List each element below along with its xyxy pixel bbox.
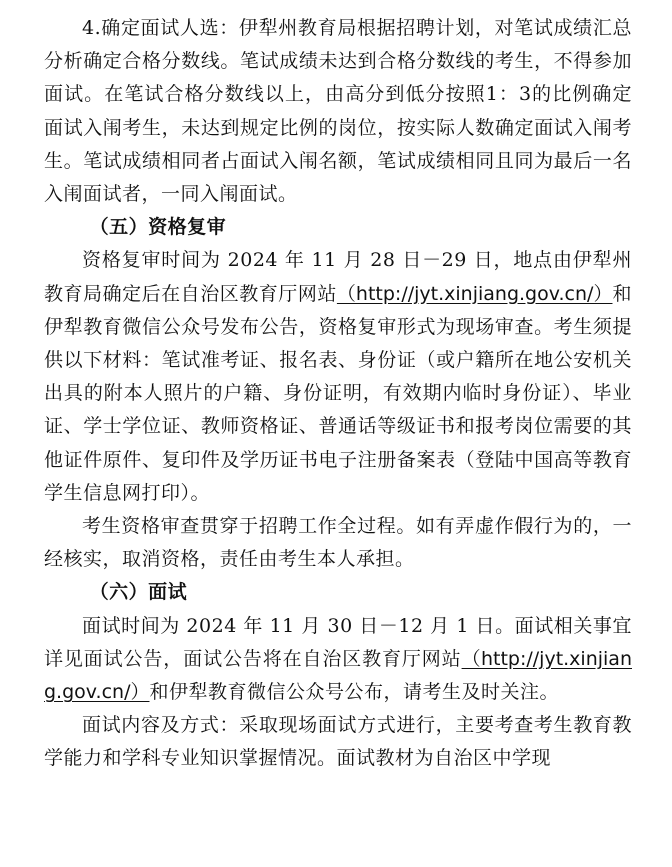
paragraph-interview-content (44, 709, 632, 775)
paragraph-qualification-review (44, 244, 632, 510)
education-dept-website-link[interactable]: （http://jyt.xinjiang.gov.cn/） (336, 282, 613, 305)
education-dept-website-link[interactable]: （http://jyt.xinjiang.gov.cn/） (44, 647, 632, 704)
paragraph-text: 资格复审时间为 2024 年 11 月 28 日－29 日，地点由伊犁州教育局确定后在自治区教育厅网站 (44, 249, 632, 305)
paragraph-text: 面试内容及方式：采取现场面试方式进行，主要考查考生教育教学能力和学科专业知识掌握情况。面试教材为自治区中学现 (44, 714, 632, 770)
paragraph-text: 面试时间为 2024 年 11 月 30 日－12 月 1 日。面试相关事宜详见面试公告，面试公告将在自治区教育厅网站 (44, 614, 632, 670)
paragraph-text: 考生资格审查贯穿于招聘工作全过程。如有弄虚作假行为的，一经核实，取消资格，责任由考生本人承担。 (44, 515, 632, 571)
section-heading-interview: （六）面试 (89, 581, 188, 604)
paragraph-fraud-warning (44, 510, 632, 576)
section-heading-qualification-review: （五）资格复审 (89, 216, 227, 239)
paragraph-interview-time (44, 610, 632, 710)
paragraph-text: 和伊犁教育微信公众号公布，请考生及时关注。 (149, 681, 559, 704)
paragraph-interview-selection (44, 12, 632, 211)
paragraph-text: 4.确定面试人选：伊犁州教育局根据招聘计划，对笔试成绩汇总分析确定合格分数线。笔试成绩未达到合格分数线的考生，不得参加面试。在笔试合格分数线以上，由高分到低分按照1：3的比例确定面试入闱考生，未达到规定比例的岗位，按实际人数确定面试入闱考生。笔试成绩相同者占面试入闱名额，笔试成绩相同且同为最后一名入闱面试者，一同入闱面试。 (44, 17, 632, 206)
paragraph-text: 和伊犁教育微信公众号发布公告，资格复审形式为现场审查。考生须提供以下材料：笔试准考证、报名表、身份证（或户籍所在地公安机关出具的附本人照片的户籍、身份证明，有效期内临时身份证）、毕业证、学士学位证、教师资格证、普通话等级证书和报考岗位需要的其他证件原件、复印件及学历证书电子注册备案表（登陆中国高等教育学生信息网打印）。 (44, 282, 632, 504)
